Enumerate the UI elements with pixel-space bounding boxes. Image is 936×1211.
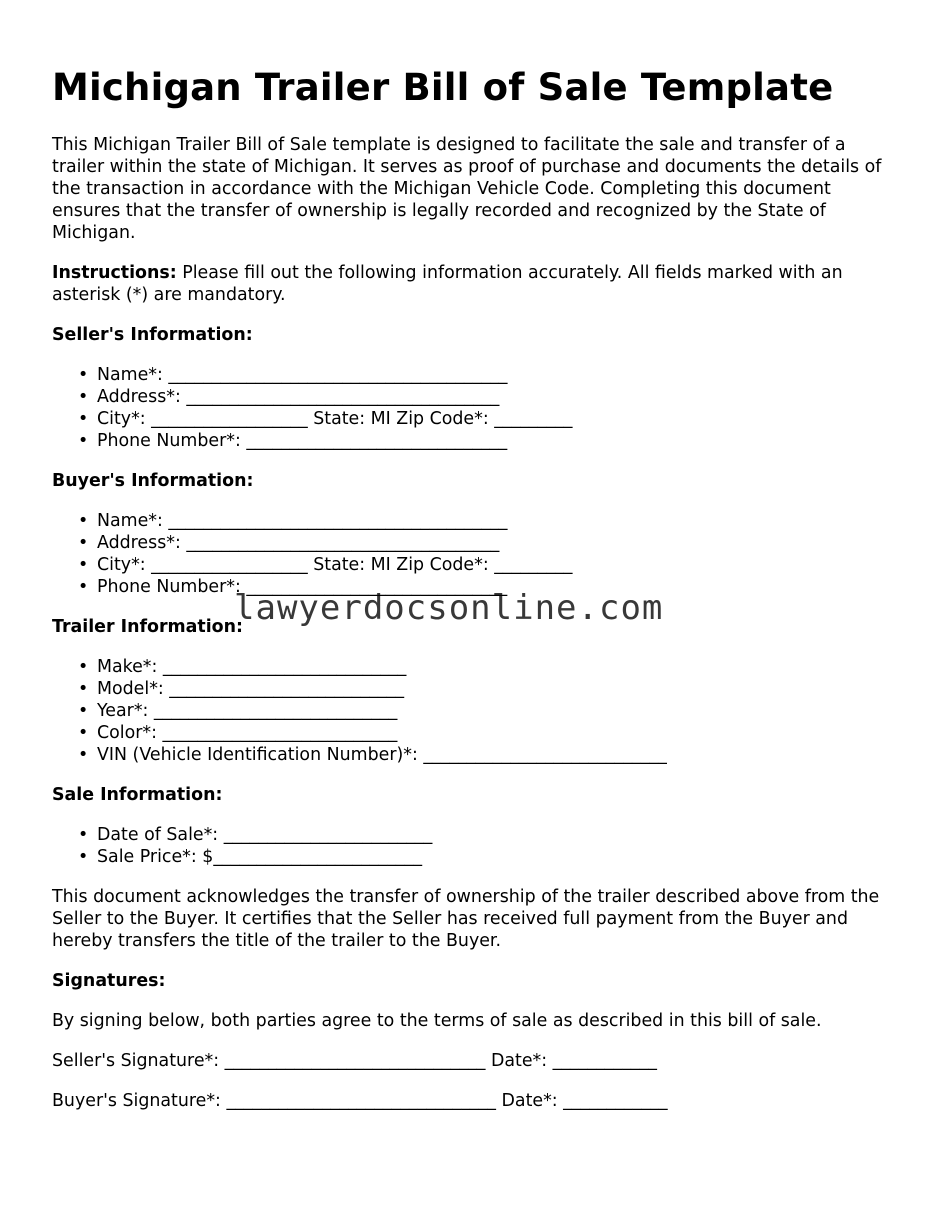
- buyer-city-field: • City*: __________________ State: MI Zip Code*: _________: [78, 554, 892, 576]
- instructions-label: Instructions:: [52, 263, 177, 283]
- trailer-color-field: • Color*: ___________________________: [78, 722, 892, 744]
- instructions-paragraph: [52, 262, 892, 306]
- buyer-phone-field: • Phone Number*: ______________________________: [78, 576, 892, 598]
- seller-city-field: • City*: __________________ State: MI Zip Code*: _________: [78, 408, 892, 430]
- trailer-model-field: • Model*: ___________________________: [78, 678, 892, 700]
- document-title: Michigan Trailer Bill of Sale Template: [52, 66, 834, 109]
- trailer-heading: Trailer Information:: [52, 617, 243, 637]
- buyer-signature-line: Buyer's Signature*: _______________________________ Date*: ____________: [52, 1091, 668, 1111]
- seller-signature-line: Seller's Signature*: ______________________________ Date*: ____________: [52, 1051, 657, 1071]
- seller-address-field: • Address*: ____________________________________: [78, 386, 892, 408]
- seller-phone-field: • Phone Number*: ______________________________: [78, 430, 892, 452]
- instructions-text: Please fill out the following information accurately. All fields marked with an asterisk (*) are mandatory.: [52, 263, 843, 305]
- acknowledgment-paragraph: This document acknowledges the transfer of ownership of the trailer described above from the Seller to the Buyer. It certifies that the Seller has received full payment from the Buyer and hereby transfers the title of the trailer to the Buyer.: [52, 887, 880, 951]
- buyer-fields: [52, 510, 892, 598]
- trailer-fields: [52, 656, 892, 766]
- trailer-make-field: • Make*: ____________________________: [78, 656, 892, 678]
- buyer-address-field: • Address*: ____________________________________: [78, 532, 892, 554]
- watermark-text: lawyerdocsonline.com: [234, 588, 664, 628]
- sale-date-field: • Date of Sale*: ________________________: [78, 824, 892, 846]
- seller-fields: [52, 364, 892, 452]
- seller-heading: Seller's Information:: [52, 325, 253, 345]
- signatures-text: By signing below, both parties agree to the terms of sale as described in this bill of sale.: [52, 1011, 822, 1031]
- signatures-heading: Signatures:: [52, 971, 166, 991]
- sale-price-field: • Sale Price*: $________________________: [78, 846, 892, 868]
- trailer-year-field: • Year*: ____________________________: [78, 700, 892, 722]
- sale-fields: [52, 824, 892, 868]
- buyer-heading: Buyer's Information:: [52, 471, 254, 491]
- buyer-name-field: • Name*: _______________________________________: [78, 510, 892, 532]
- trailer-vin-field: • VIN (Vehicle Identification Number)*: ____________________________: [78, 744, 892, 766]
- intro-paragraph: This Michigan Trailer Bill of Sale template is designed to facilitate the sale and transfer of a trailer within the state of Michigan. It serves as proof of purchase and documents the details of the transaction in accordance with the Michigan Vehicle Code. Completing this document ensures that the transfer of ownership is legally recorded and recognized by the State of Michigan.: [52, 135, 882, 243]
- seller-name-field: • Name*: _______________________________________: [78, 364, 892, 386]
- sale-heading: Sale Information:: [52, 785, 223, 805]
